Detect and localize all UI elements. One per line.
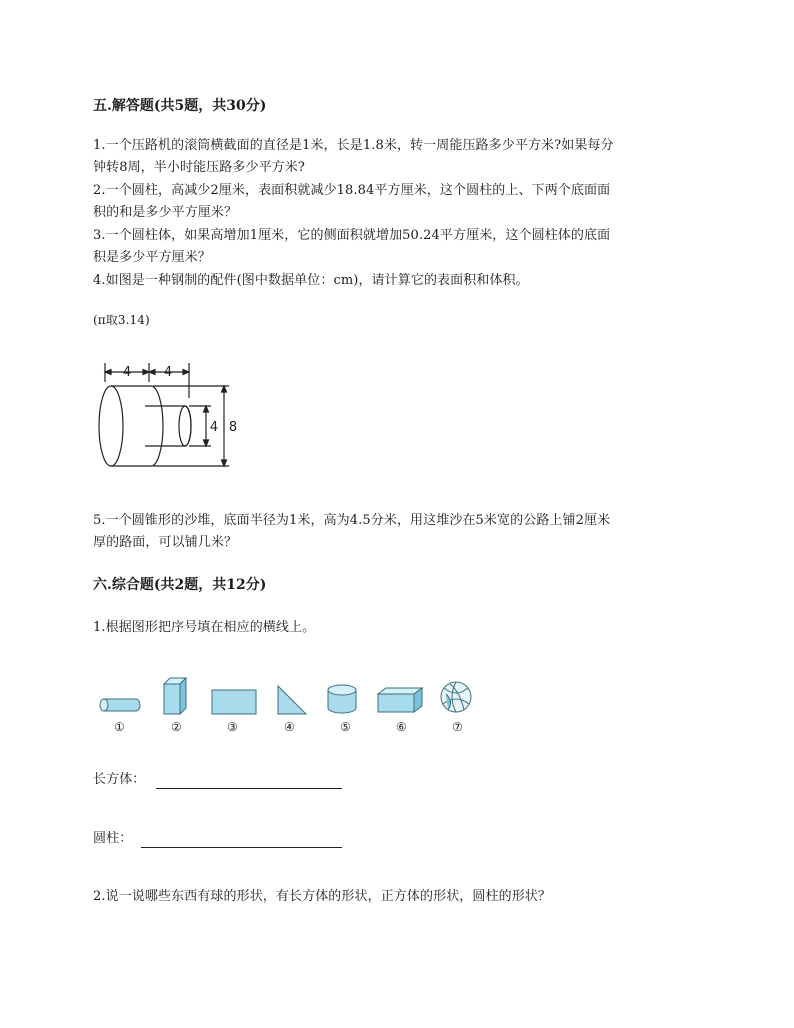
shape-number-5: ⑤ — [340, 720, 351, 734]
shape-number-7: ⑦ — [452, 720, 463, 734]
question-5-5-line-1: 5.一个圆锥形的沙堆，底面半径为1米，高为4.5分米，用这堆沙在5米宽的公路上铺2厘米 — [93, 513, 611, 528]
answer-blank-cuboid[interactable] — [156, 788, 342, 789]
flat-cuboid-shape — [378, 688, 422, 712]
question-5-1-line-1: 1.一个压路机的滚筒横截面的直径是1米，长是1.8米，转一周能压路多少平方米?如果每分 — [93, 138, 614, 153]
answer-blank-cylinder[interactable] — [141, 847, 342, 848]
question-5-2-line-2: 积的和是多少平方厘米？ — [93, 205, 238, 220]
answer-label-cylinder: 圆柱： — [93, 831, 133, 846]
shape-number-3: ③ — [227, 720, 238, 734]
figure-label-large-diameter: 8 — [228, 420, 238, 435]
short-cylinder-shape — [328, 685, 356, 713]
shape-number-2: ② — [171, 720, 182, 734]
question-5-1-line-2: 钟转8周，半小时能压路多少平方米? — [93, 160, 305, 175]
question-5-4-line-1: 4.如图是一种钢制的配件(图中数据单位：cm)，请计算它的表面积和体积。 — [93, 273, 529, 288]
question-6-2: 2.说一说哪些东西有球的形状，有长方体的形状，正方体的形状，圆柱的形状？ — [93, 889, 552, 904]
upright-cuboid-shape — [164, 678, 186, 714]
question-5-2-line-1: 2.一个圆柱，高减少2厘米，表面积就减少18.84平方厘米，这个圆柱的上、下两个底面面 — [93, 183, 611, 198]
shape-number-6: ⑥ — [396, 720, 407, 734]
figure-label-width-2: 4 — [163, 365, 173, 380]
shape-number-1: ① — [114, 720, 125, 734]
question-5-4-pi-note: (π取3.14) — [93, 313, 150, 327]
triangle-shape — [278, 686, 306, 714]
question-5-3-line-1: 3.一个圆柱体，如果高增加1厘米，它的侧面积就增加50.24平方厘米，这个圆柱体的底面 — [93, 228, 611, 243]
figure-label-width-1: 4 — [122, 365, 132, 380]
ball-shape — [441, 682, 471, 712]
steel-part-figure — [93, 360, 243, 470]
section-title-6: 六.综合题(共2题，共12分) — [93, 577, 267, 593]
question-6-1: 1.根据图形把序号填在相应的横线上。 — [93, 620, 316, 635]
answer-label-cuboid: 长方体： — [93, 772, 146, 787]
rectangle-shape — [212, 690, 256, 714]
lying-cylinder-shape — [100, 699, 140, 711]
question-5-5-line-2: 厚的路面，可以铺几米？ — [93, 535, 238, 550]
figure-label-small-diameter: 4 — [209, 420, 219, 435]
shape-number-4: ④ — [284, 720, 295, 734]
section-title-5: 五.解答题(共5题，共30分) — [93, 98, 267, 114]
question-5-3-line-2: 积是多少平方厘米？ — [93, 250, 211, 265]
